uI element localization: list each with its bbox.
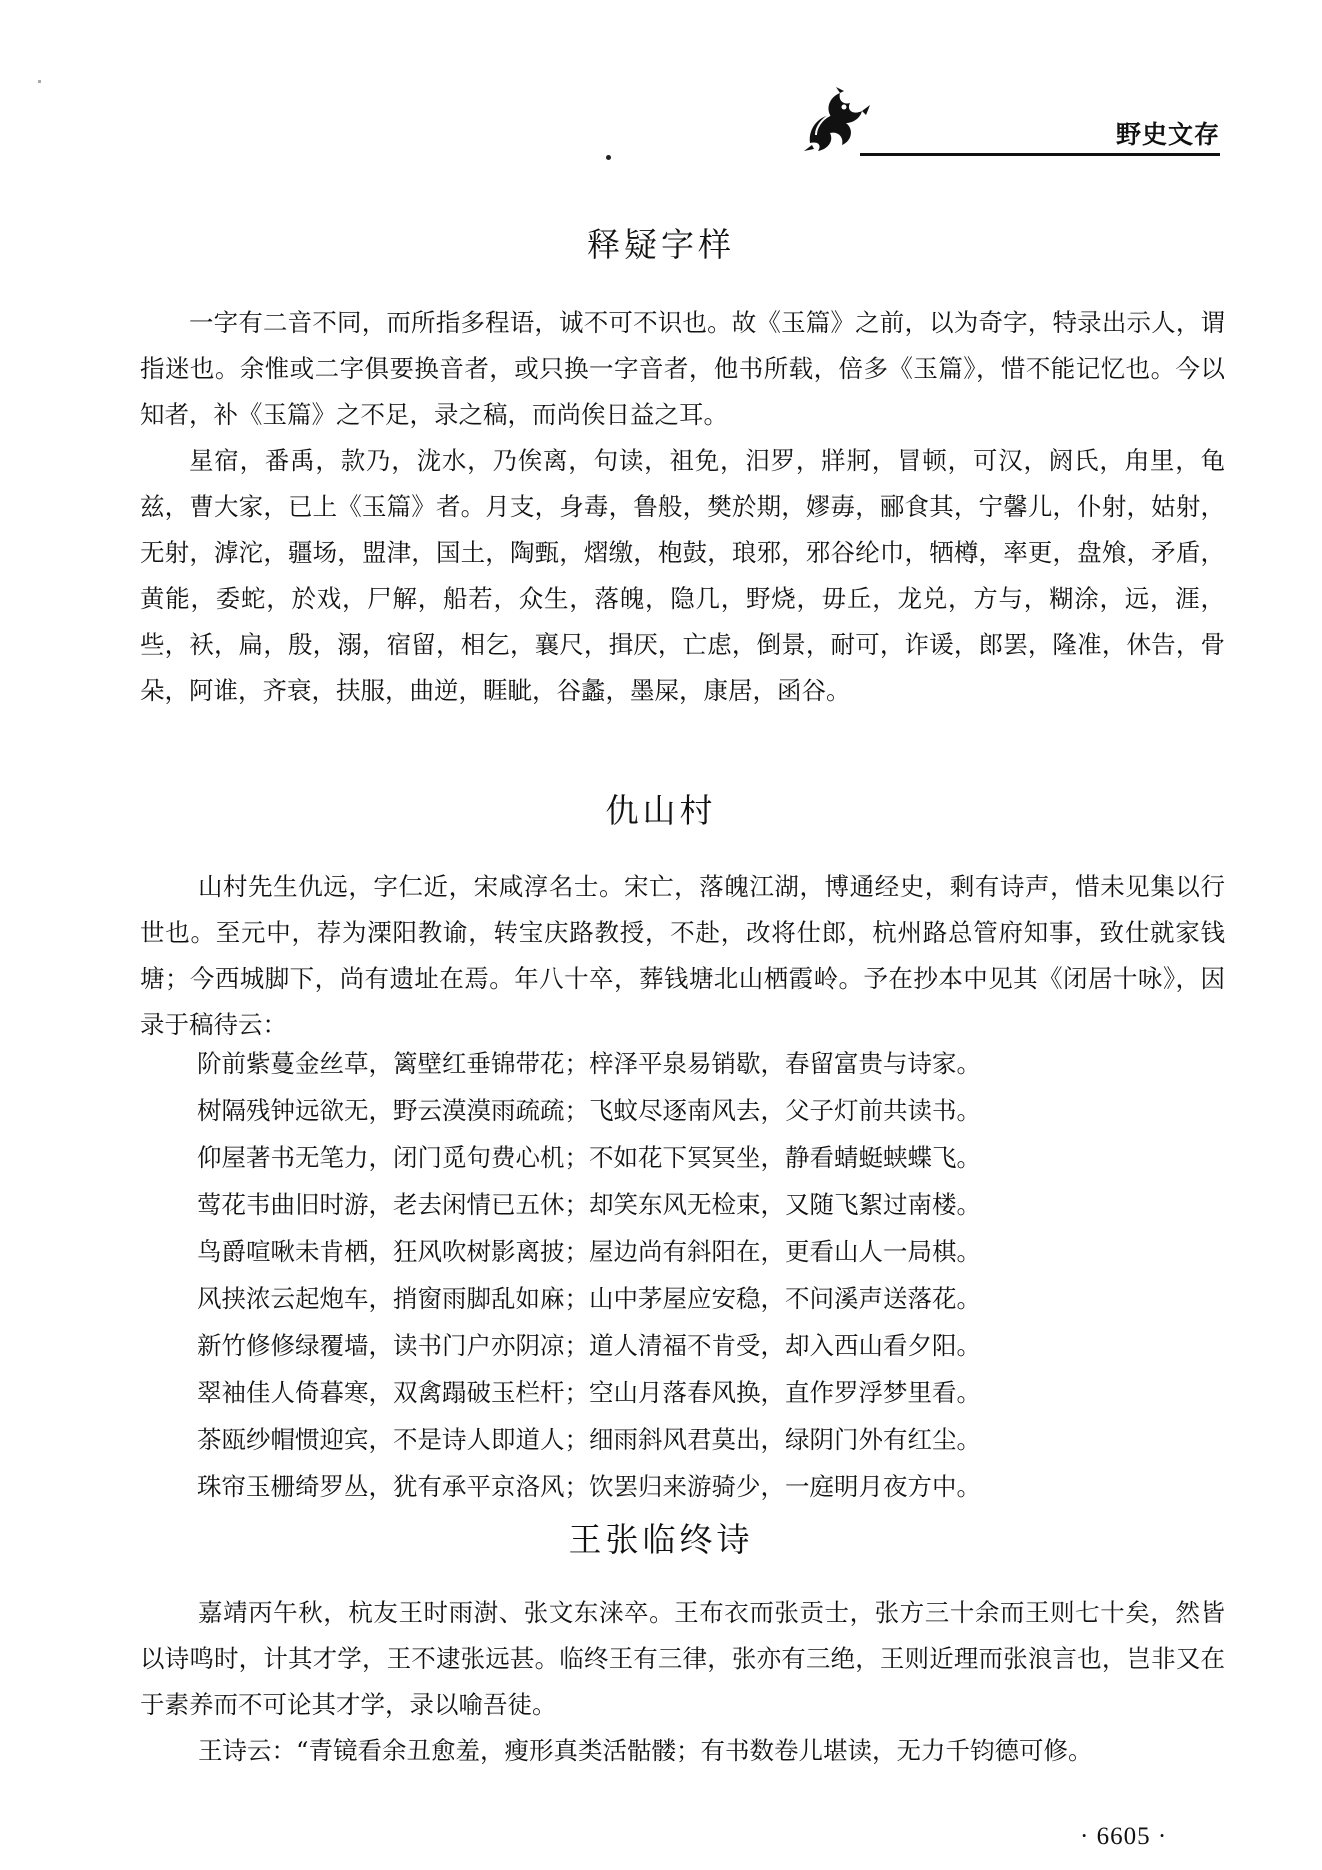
scan-speck bbox=[38, 80, 41, 83]
poem-line: 鸟爵喧啾未肯栖，狂风吹树影离披；屋边尚有斜阳在，更看山人一局棋。 bbox=[197, 1237, 981, 1266]
section-title: 释疑字样 bbox=[587, 225, 735, 264]
dragon-emblem-icon bbox=[800, 85, 880, 157]
paragraph: 王诗云：“青镜看余丑愈羞，瘦形真类活骷髅；有书数卷儿堪读，无力千钧德可修。 bbox=[198, 1736, 1093, 1765]
paragraph: 山村先生仇远，字仁近，宋咸淳名士。宋亡，落魄江湖，博通经史，剩有诗声，惜未见集以行世也。至元中，荐为溧阳教谕，转宝庆路教授，不赴，改将仕郎，杭州路总管府知事，致仕就家钱塘；今西城脚下，尚有遗址在焉。年八十卒，葬钱塘北山栖霞岭。予在抄本中见其《闭居十咏》，因录于稿待云： bbox=[140, 872, 1225, 1039]
poem-line: 莺花韦曲旧时游，老去闲情已五休；却笑东风无检束，又随飞絮过南楼。 bbox=[197, 1190, 981, 1219]
poem-line: 新竹修修绿覆墙，读书门户亦阴凉；道人清福不肯受，却入西山看夕阳。 bbox=[197, 1331, 981, 1360]
paragraph: 一字有二音不同，而所指多程语，诚不可不识也。故《玉篇》之前，以为奇字，特录出示人，谓指迷也。余惟或二字俱要换音者，或只换一字音者，他书所载，倍多《玉篇》，惜不能记忆也。今以知者，补《玉篇》之不足，录之稿，而尚俟日益之耳。 bbox=[140, 308, 1225, 429]
poem-line: 翠袖佳人倚暮寒，双禽蹋破玉栏杆；空山月落春风换，直作罗浮梦里看。 bbox=[197, 1378, 981, 1407]
poem-line: 阶前紫蔓金丝草，篱壁红垂锦带花；梓泽平泉易销歇，春留富贵与诗家。 bbox=[197, 1049, 981, 1078]
poem-line: 风挟浓云起炮车，捎窗雨脚乱如麻；山中茅屋应安稳，不问溪声送落花。 bbox=[197, 1284, 981, 1313]
page-number: · 6605 · bbox=[1080, 1823, 1168, 1850]
section-title: 王张临终诗 bbox=[568, 1520, 754, 1559]
header-rule bbox=[860, 153, 1220, 156]
poem-line: 树隔残钟远欲无，野云漠漠雨疏疏；飞蚊尽逐南风去，父子灯前共读书。 bbox=[197, 1096, 981, 1125]
paragraph: 星宿，番禹，款乃，泷水，乃俟离，句读，祖免，汨罗，牂牁，冒顿，可汉，阏氏，甪里，龟兹，曹大家，已上《玉篇》者。月支，身毒，鲁般，樊於期，嫪毐，郦食其，宁馨儿，仆射，姑射，无射，滹沱，疆场，盟津，国土，陶甄，熠缴，枹鼓，琅邪，邪谷纶巾，牺樽，率更，盘飧，矛盾，黄能，委蛇，於戏，尸解，船若，众生，落魄，隐几，野烧，毋丘，龙兑，方与，糊涂，远，涯，些，袄，扁，殷，溺，宿留，相乞，襄尺，揖厌，亡虑，倒景，耐可，诈谖，郎罢，隆准，休告，骨朵，阿谁，齐衰，扶服，曲逆，睚眦，谷蠡，墨屎，康居，函谷。 bbox=[140, 446, 1225, 705]
poem-line: 珠帘玉栅绮罗丛，犹有承平京洛风；饮罢归来游骑少，一庭明月夜方中。 bbox=[197, 1472, 981, 1501]
section-title: 仇山村 bbox=[605, 791, 717, 830]
poem-line: 仰屋著书无笔力，闭门觅句费心机；不如花下冥冥坐，静看蜻蜓蛱蝶飞。 bbox=[197, 1143, 981, 1172]
poem bbox=[197, 1040, 1237, 1510]
paragraph: 嘉靖丙午秋，杭友王时雨澍、张文东涞卒。王布衣而张贡士，张方三十余而王则七十矣，然皆以诗鸣时，计其才学，王不逮张远甚。临终王有三律，张亦有三绝，王则近理而张浪言也，岂非又在于素养而不可论其才学，录以喻吾徒。 bbox=[140, 1598, 1225, 1719]
scan-dot bbox=[606, 155, 611, 160]
poem-line: 茶瓯纱帽惯迎宾，不是诗人即道人；细雨斜风君莫出，绿阴门外有红尘。 bbox=[197, 1425, 981, 1454]
page-header bbox=[800, 85, 1220, 160]
series-title: 野史文存 bbox=[1115, 120, 1220, 149]
